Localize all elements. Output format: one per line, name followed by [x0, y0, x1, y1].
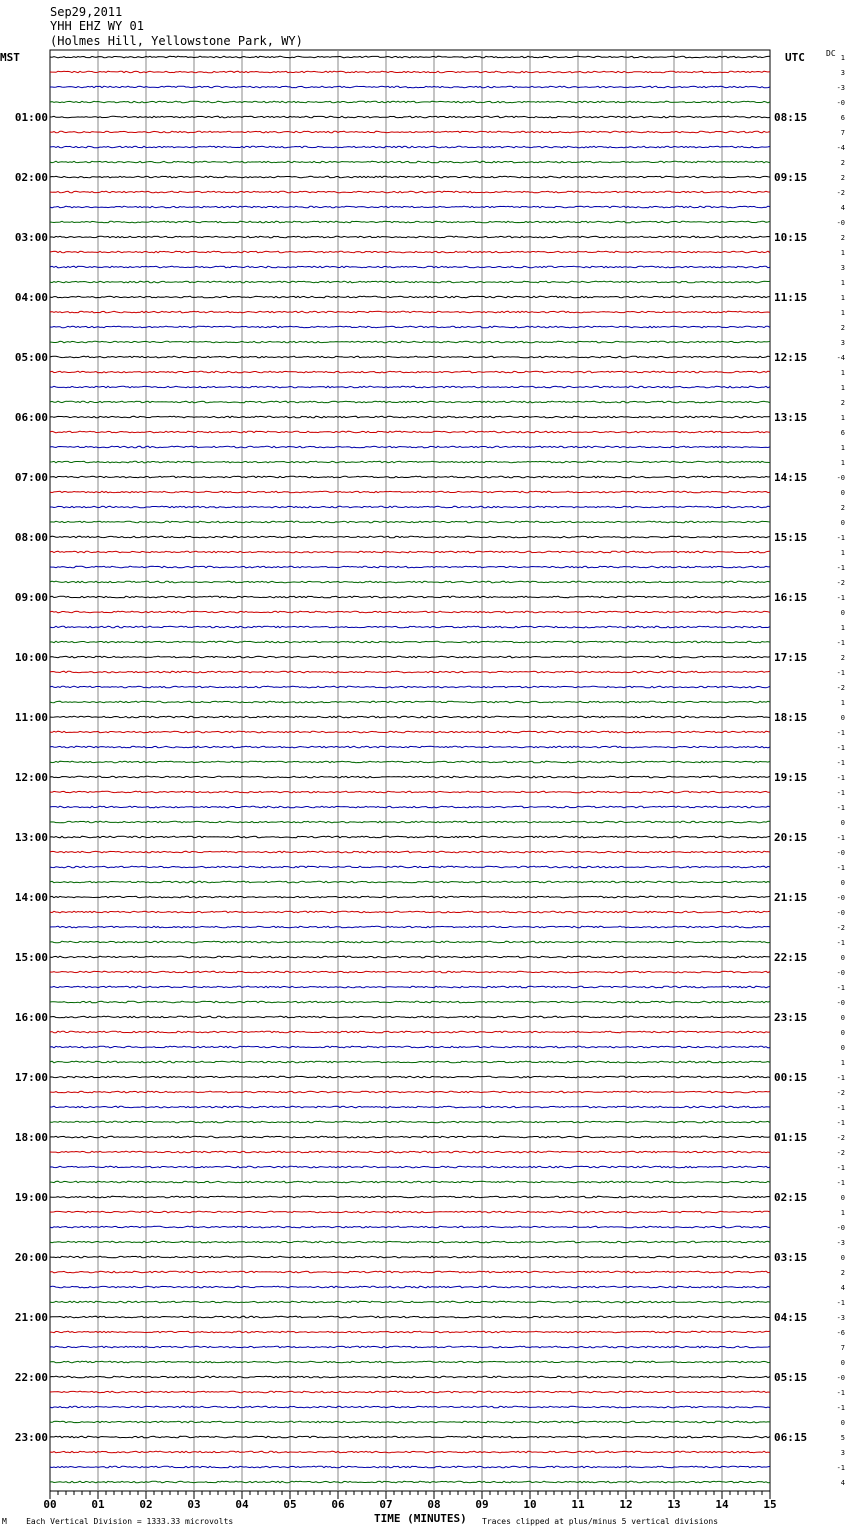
seismic-trace: [50, 686, 770, 688]
dc-offset-label: -6: [836, 1329, 845, 1337]
left-hour-label: 21:00: [14, 1311, 48, 1324]
right-hour-label: 00:15: [774, 1071, 808, 1084]
dc-offset-label: -3: [836, 84, 845, 92]
seismic-trace: [50, 236, 770, 238]
left-hour-label: 02:00: [14, 171, 48, 184]
x-tick-label: 02: [139, 1498, 153, 1511]
dc-offset-label: -0: [836, 894, 845, 902]
dc-offset-label: 1: [840, 699, 845, 707]
seismic-trace: [50, 761, 770, 763]
seismic-trace: [50, 386, 770, 388]
seismic-trace: [50, 1181, 770, 1183]
right-hour-label: 03:15: [774, 1251, 808, 1264]
seismic-trace: [50, 71, 770, 73]
seismic-trace: [50, 716, 770, 718]
seismic-trace: [50, 1016, 770, 1018]
dc-offset-label: -0: [836, 849, 845, 857]
seismic-trace: [50, 206, 770, 208]
right-hour-label: 23:15: [774, 1011, 808, 1024]
dc-offset-label: -1: [836, 939, 845, 947]
left-hour-label: 06:00: [14, 411, 48, 424]
dc-offset-label: 1: [840, 459, 845, 467]
dc-offset-label: 7: [840, 129, 845, 137]
dc-offset-label: -1: [836, 984, 845, 992]
dc-offset-label: 3: [840, 1449, 845, 1457]
seismic-trace: [50, 1301, 770, 1303]
seismic-trace: [50, 986, 770, 988]
dc-offset-label: 6: [840, 114, 845, 122]
dc-offset-label: 0: [840, 489, 845, 497]
seismic-trace: [50, 1466, 770, 1468]
dc-offset-label: 3: [840, 69, 845, 77]
seismic-trace: [50, 821, 770, 823]
seismic-trace: [50, 1121, 770, 1123]
dc-offset-label: 1: [840, 279, 845, 287]
right-hour-label: 09:15: [774, 171, 808, 184]
dc-offset-label: -1: [836, 789, 845, 797]
dc-offset-label: 0: [840, 954, 845, 962]
seismic-trace: [50, 836, 770, 838]
dc-offset-label: 0: [840, 1359, 845, 1367]
seismic-trace: [50, 536, 770, 538]
seismic-trace: [50, 326, 770, 328]
seismic-trace: [50, 1106, 770, 1108]
dc-offset-label: -3: [836, 1314, 845, 1322]
x-tick-label: 13: [667, 1498, 681, 1511]
seismic-trace: [50, 1286, 770, 1288]
right-hour-label: 16:15: [774, 591, 808, 604]
dc-offset-label: 5: [840, 1434, 845, 1442]
seismic-trace: [50, 956, 770, 958]
dc-offset-label: 2: [840, 159, 845, 167]
dc-offset-label: -2: [836, 1134, 845, 1142]
station-label: YHH EHZ WY 01: [50, 19, 144, 33]
seismic-trace: [50, 596, 770, 598]
left-hour-label: 08:00: [14, 531, 48, 544]
dc-offset-label: 1: [840, 444, 845, 452]
seismic-trace: [50, 1076, 770, 1078]
seismic-trace: [50, 581, 770, 583]
seismic-trace: [50, 1331, 770, 1333]
seismic-trace: [50, 356, 770, 358]
dc-offset-label: -1: [836, 774, 845, 782]
dc-offset-label: -2: [836, 924, 845, 932]
dc-offset-label: -2: [836, 1149, 845, 1157]
left-hour-label: 07:00: [14, 471, 48, 484]
seismic-trace: [50, 1271, 770, 1273]
seismic-trace: [50, 1091, 770, 1093]
left-hour-label: 14:00: [14, 891, 48, 904]
dc-offset-label: -1: [836, 1389, 845, 1397]
seismic-trace: [50, 191, 770, 193]
seismic-trace: [50, 1136, 770, 1138]
seismic-trace: [50, 911, 770, 913]
x-tick-label: 10: [523, 1498, 537, 1511]
dc-offset-label: 1: [840, 294, 845, 302]
seismic-trace: [50, 1226, 770, 1228]
seismic-trace: [50, 56, 770, 58]
dc-offset-label: 3: [840, 339, 845, 347]
seismic-trace: [50, 476, 770, 478]
dc-offset-label: -0: [836, 1374, 845, 1382]
seismic-trace: [50, 131, 770, 133]
dc-offset-label: 1: [840, 1209, 845, 1217]
x-tick-label: 05: [283, 1498, 297, 1511]
dc-offset-label: 0: [840, 1014, 845, 1022]
seismic-trace: [50, 851, 770, 853]
dc-offset-label: -1: [836, 1119, 845, 1127]
dc-offset-label: -2: [836, 189, 845, 197]
seismic-trace: [50, 311, 770, 313]
right-hour-label: 13:15: [774, 411, 808, 424]
x-tick-label: 14: [715, 1498, 729, 1511]
x-tick-label: 04: [235, 1498, 249, 1511]
dc-offset-label: -1: [836, 804, 845, 812]
seismic-trace: [50, 401, 770, 403]
left-timezone-label: MST: [0, 51, 20, 64]
seismic-trace: [50, 1151, 770, 1153]
dc-offset-label: -1: [836, 1164, 845, 1172]
dc-offset-label: -1: [836, 1464, 845, 1472]
seismic-trace: [50, 491, 770, 493]
dc-offset-label: -1: [836, 534, 845, 542]
seismic-trace: [50, 746, 770, 748]
dc-column-label: DC: [826, 49, 836, 58]
left-hour-label: 05:00: [14, 351, 48, 364]
seismic-trace: [50, 1376, 770, 1378]
dc-offset-label: -1: [836, 729, 845, 737]
seismic-trace: [50, 1001, 770, 1003]
dc-offset-label: 4: [840, 204, 845, 212]
right-hour-label: 14:15: [774, 471, 808, 484]
seismic-trace: [50, 866, 770, 868]
seismic-trace: [50, 896, 770, 898]
seismic-trace: [50, 281, 770, 283]
dc-offset-label: -1: [836, 1179, 845, 1187]
dc-offset-label: 4: [840, 1479, 845, 1487]
seismic-trace: [50, 1316, 770, 1318]
left-hour-label: 20:00: [14, 1251, 48, 1264]
seismic-trace: [50, 566, 770, 568]
dc-offset-label: 2: [840, 504, 845, 512]
seismic-trace: [50, 1061, 770, 1063]
left-hour-label: 03:00: [14, 231, 48, 244]
corner-mark: M: [2, 1517, 7, 1526]
dc-offset-label: 0: [840, 609, 845, 617]
dc-offset-label: 0: [840, 1194, 845, 1202]
dc-offset-label: -1: [836, 759, 845, 767]
clipping-note: Traces clipped at plus/minus 5 vertical divisions: [482, 1517, 719, 1526]
dc-offset-label: 2: [840, 1269, 845, 1277]
dc-offset-label: -1: [836, 834, 845, 842]
seismic-trace: [50, 161, 770, 163]
location-label: (Holmes Hill, Yellowstone Park, WY): [50, 34, 303, 48]
seismic-trace: [50, 551, 770, 553]
dc-offset-label: 0: [840, 1419, 845, 1427]
dc-offset-label: -0: [836, 219, 845, 227]
x-axis-title: TIME (MINUTES): [374, 1512, 467, 1525]
seismic-trace: [50, 446, 770, 448]
dc-offset-label: 4: [840, 1284, 845, 1292]
dc-offset-label: 0: [840, 519, 845, 527]
dc-offset-label: -1: [836, 1299, 845, 1307]
right-hour-label: 18:15: [774, 711, 808, 724]
seismic-trace: [50, 1166, 770, 1168]
left-hour-label: 04:00: [14, 291, 48, 304]
left-hour-label: 19:00: [14, 1191, 48, 1204]
dc-offset-label: 1: [840, 54, 845, 62]
dc-offset-label: -0: [836, 474, 845, 482]
dc-offset-label: -0: [836, 999, 845, 1007]
dc-offset-label: 0: [840, 819, 845, 827]
right-hour-label: 05:15: [774, 1371, 808, 1384]
seismic-trace: [50, 1256, 770, 1258]
x-tick-label: 07: [379, 1498, 393, 1511]
right-hour-label: 01:15: [774, 1131, 808, 1144]
dc-offset-label: -1: [836, 639, 845, 647]
seismic-trace: [50, 86, 770, 88]
seismic-trace: [50, 521, 770, 523]
dc-offset-label: 6: [840, 429, 845, 437]
right-hour-label: 04:15: [774, 1311, 808, 1324]
left-hour-label: 23:00: [14, 1431, 48, 1444]
seismic-trace: [50, 611, 770, 613]
dc-offset-label: 1: [840, 369, 845, 377]
seismic-trace: [50, 926, 770, 928]
dc-offset-label: 7: [840, 1344, 845, 1352]
dc-offset-label: 2: [840, 324, 845, 332]
right-hour-label: 06:15: [774, 1431, 808, 1444]
left-hour-label: 13:00: [14, 831, 48, 844]
seismic-trace: [50, 341, 770, 343]
dc-offset-label: -1: [836, 1404, 845, 1412]
dc-offset-label: 0: [840, 879, 845, 887]
seismic-trace: [50, 116, 770, 118]
seismic-trace: [50, 1211, 770, 1213]
dc-offset-label: -0: [836, 99, 845, 107]
vertical-division-note: [2, 1517, 233, 1526]
x-tick-label: 11: [571, 1498, 585, 1511]
left-hour-label: 15:00: [14, 951, 48, 964]
seismic-trace: [50, 1361, 770, 1363]
seismic-trace: [50, 656, 770, 658]
dc-offset-label: 0: [840, 1029, 845, 1037]
seismic-trace: [50, 626, 770, 628]
seismic-trace: [50, 101, 770, 103]
seismic-trace: [50, 461, 770, 463]
vertical-division-text: Each Vertical Division = 1333.33 microvolts: [26, 1517, 234, 1526]
x-tick-label: 03: [187, 1498, 201, 1511]
dc-offset-label: -1: [836, 744, 845, 752]
seismic-trace: [50, 1391, 770, 1393]
seismic-trace: [50, 1406, 770, 1408]
dc-offset-label: -4: [836, 144, 845, 152]
seismic-trace: [50, 1421, 770, 1423]
dc-offset-label: 1: [840, 414, 845, 422]
dc-offset-label: -2: [836, 579, 845, 587]
x-tick-label: 00: [43, 1498, 57, 1511]
seismic-trace: [50, 1031, 770, 1033]
seismic-trace: [50, 671, 770, 673]
seismic-trace: [50, 1436, 770, 1438]
seismic-trace: [50, 1481, 770, 1483]
seismic-trace: [50, 146, 770, 148]
right-hour-label: 10:15: [774, 231, 808, 244]
seismic-trace: [50, 701, 770, 703]
dc-offset-label: 2: [840, 399, 845, 407]
dc-offset-label: -2: [836, 1089, 845, 1097]
seismic-trace: [50, 1451, 770, 1453]
right-hour-label: 17:15: [774, 651, 808, 664]
dc-offset-label: 1: [840, 624, 845, 632]
dc-offset-label: 2: [840, 174, 845, 182]
left-hour-label: 17:00: [14, 1071, 48, 1084]
dc-offset-label: -1: [836, 669, 845, 677]
right-hour-label: 15:15: [774, 531, 808, 544]
dc-offset-label: 0: [840, 714, 845, 722]
seismic-trace: [50, 1346, 770, 1348]
dc-offset-label: -4: [836, 354, 845, 362]
seismic-trace: [50, 266, 770, 268]
dc-offset-label: 1: [840, 249, 845, 257]
dc-offset-label: 1: [840, 549, 845, 557]
dc-offset-label: -0: [836, 1224, 845, 1232]
dc-offset-label: -1: [836, 564, 845, 572]
dc-offset-label: 2: [840, 234, 845, 242]
seismic-trace: [50, 971, 770, 973]
right-hour-label: 22:15: [774, 951, 808, 964]
seismic-trace: [50, 941, 770, 943]
dc-offset-label: -0: [836, 909, 845, 917]
dc-offset-label: -1: [836, 1104, 845, 1112]
x-tick-label: 09: [475, 1498, 489, 1511]
right-hour-label: 20:15: [774, 831, 808, 844]
x-tick-label: 08: [427, 1498, 441, 1511]
right-hour-label: 12:15: [774, 351, 808, 364]
dc-offset-label: 0: [840, 1254, 845, 1262]
left-hour-label: 16:00: [14, 1011, 48, 1024]
seismic-trace: [50, 371, 770, 373]
dc-offset-label: 1: [840, 1059, 845, 1067]
dc-offset-label: 2: [840, 654, 845, 662]
x-tick-label: 15: [763, 1498, 777, 1511]
seismic-trace: [50, 251, 770, 253]
seismic-trace: [50, 641, 770, 643]
seismic-trace: [50, 1241, 770, 1243]
seismic-trace: [50, 506, 770, 508]
seismic-trace: [50, 881, 770, 883]
left-hour-label: 22:00: [14, 1371, 48, 1384]
seismic-trace: [50, 776, 770, 778]
seismic-trace: [50, 296, 770, 298]
seismic-trace: [50, 431, 770, 433]
seismic-trace: [50, 806, 770, 808]
x-tick-label: 01: [91, 1498, 105, 1511]
dc-offset-label: -1: [836, 594, 845, 602]
dc-offset-label: 1: [840, 309, 845, 317]
x-tick-label: 12: [619, 1498, 633, 1511]
left-hour-label: 10:00: [14, 651, 48, 664]
right-timezone-label: UTC: [785, 51, 805, 64]
dc-offset-label: 1: [840, 384, 845, 392]
date-label: Sep29,2011: [50, 5, 123, 19]
seismic-trace: [50, 791, 770, 793]
left-hour-label: 01:00: [14, 111, 48, 124]
left-hour-label: 12:00: [14, 771, 48, 784]
dc-offset-label: 3: [840, 264, 845, 272]
left-hour-label: 09:00: [14, 591, 48, 604]
left-hour-label: 18:00: [14, 1131, 48, 1144]
seismic-trace: [50, 176, 770, 178]
dc-offset-label: -1: [836, 1074, 845, 1082]
dc-offset-label: -2: [836, 684, 845, 692]
seismic-trace: [50, 416, 770, 418]
right-hour-label: 08:15: [774, 111, 808, 124]
seismic-trace: [50, 221, 770, 223]
dc-offset-label: 0: [840, 1044, 845, 1052]
seismic-trace: [50, 1196, 770, 1198]
seismic-trace: [50, 1046, 770, 1048]
seismic-trace: [50, 731, 770, 733]
right-hour-label: 02:15: [774, 1191, 808, 1204]
right-hour-label: 21:15: [774, 891, 808, 904]
dc-offset-label: -3: [836, 1239, 845, 1247]
x-tick-label: 06: [331, 1498, 345, 1511]
dc-offset-label: -1: [836, 864, 845, 872]
dc-offset-label: -0: [836, 969, 845, 977]
right-hour-label: 19:15: [774, 771, 808, 784]
right-hour-label: 11:15: [774, 291, 808, 304]
left-hour-label: 11:00: [14, 711, 48, 724]
